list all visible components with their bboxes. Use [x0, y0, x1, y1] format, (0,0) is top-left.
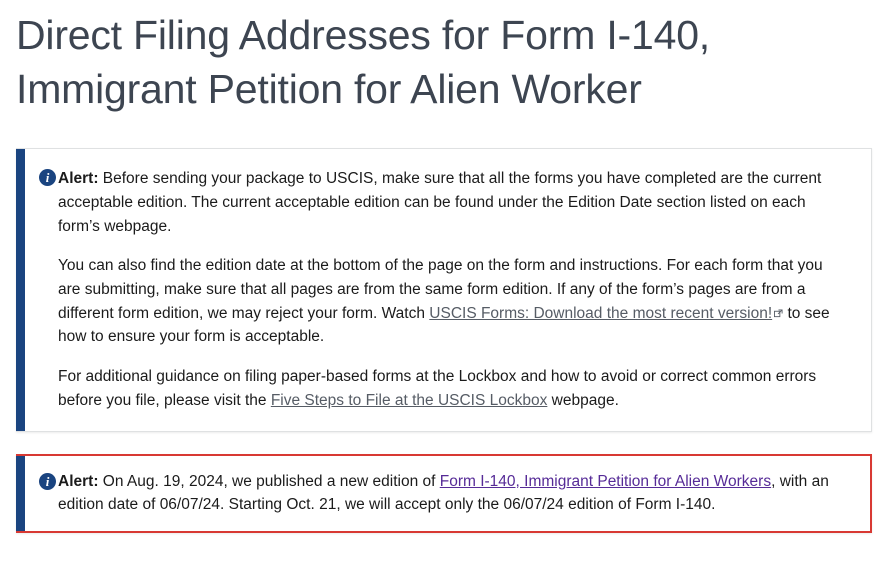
alert-body [16, 149, 871, 430]
alert-label: Alert: [58, 472, 99, 490]
page-container [0, 8, 888, 533]
info-icon: i [39, 169, 56, 186]
alert-accent-bar [16, 456, 25, 531]
link-five-steps-to-file[interactable]: Five Steps to File at the USCIS Lockbox [270, 391, 548, 409]
alert-text: webpage. [547, 391, 619, 409]
alert-paragraph [58, 365, 849, 412]
external-link-icon [774, 309, 783, 318]
alert-accent-bar [16, 149, 25, 430]
alert-text: On Aug. 19, 2024, we published a new edition of [98, 472, 440, 490]
link-form-i140[interactable]: Form I-140, Immigrant Petition for Alien Workers [439, 472, 772, 490]
info-icon: i [39, 473, 56, 490]
alert-edition-guidance [16, 148, 872, 431]
alert-new-edition [16, 454, 872, 533]
alert-text: You can also find the edition date at the bottom of the page on the form and instructions. For each form that you are submitting, make sure that all pages are from the same form edition. If any of the form’s pages are from a different form edition, we may reject your form. Watch [58, 257, 823, 322]
alert-text: , with an edition date of 06/07/24. Starting Oct. 21, we will accept only the 06/07/24 edition of Form I-140. [58, 472, 829, 514]
alert-text: For additional guidance on filing paper-based forms at the Lockbox and how to avoid or correct common errors before you file, please visit the [58, 368, 817, 409]
alert-text: Before sending your package to USCIS, make sure that all the forms you have completed are the current acceptable edition. The current acceptable edition can be found under the Edition Date section listed on each form’s webpage. [58, 170, 822, 235]
alert-list [16, 148, 872, 533]
alert-paragraph [58, 167, 849, 238]
alert-body [16, 456, 870, 531]
alert-paragraph [58, 254, 849, 349]
alert-text: to see how to ensure your form is acceptable. [58, 304, 830, 346]
alert-paragraph [58, 470, 848, 517]
link-uscis-forms-download[interactable]: USCIS Forms: Download the most recent version! [429, 304, 773, 322]
page-title: Direct Filing Addresses for Form I-140, Immigrant Petition for Alien Worker [16, 12, 710, 113]
alert-label: Alert: [58, 170, 99, 188]
